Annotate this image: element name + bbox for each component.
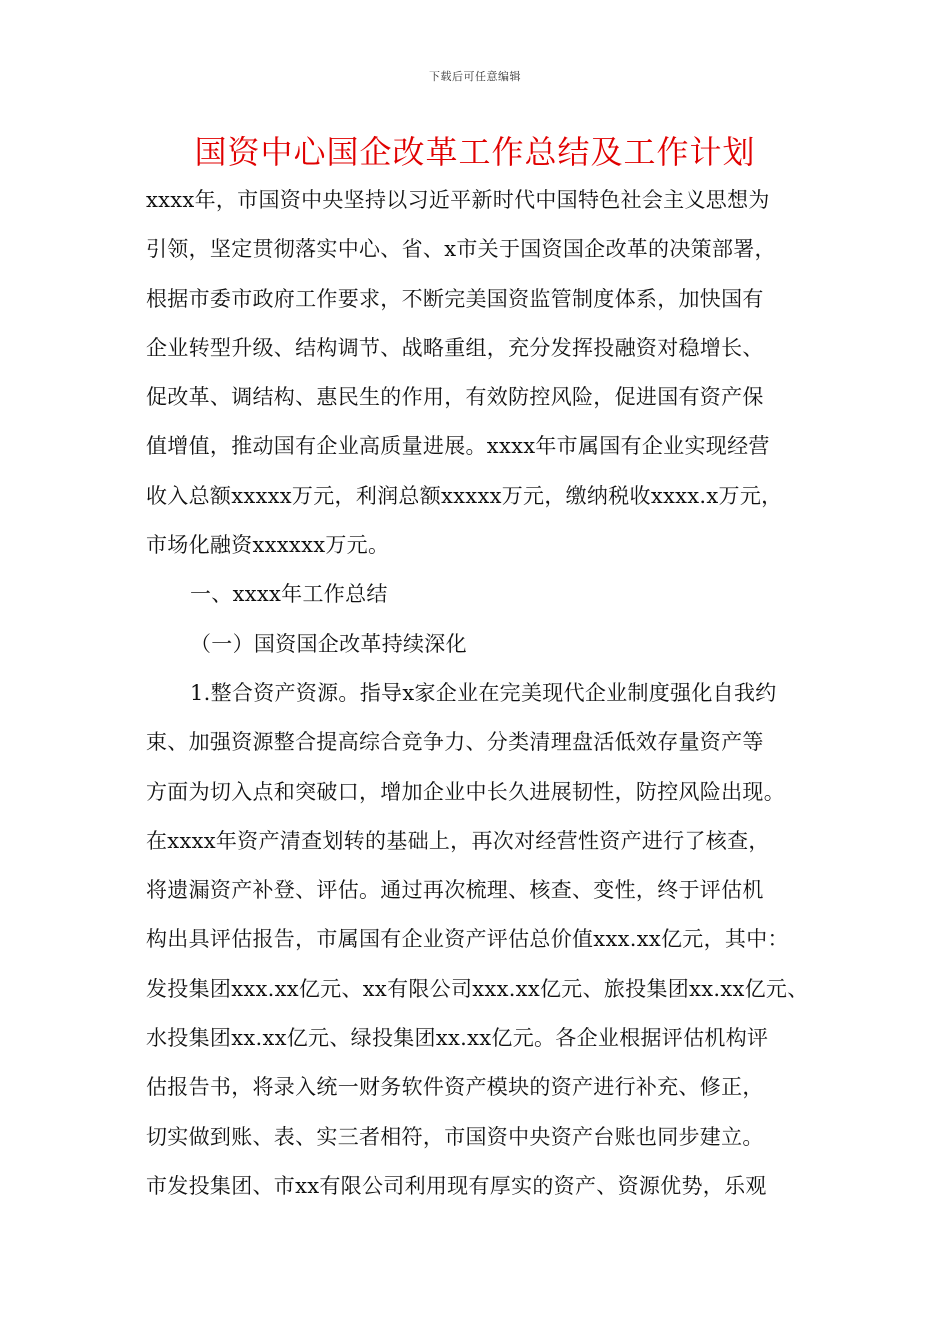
paragraph-line: 估报告书，将录入统一财务软件资产模块的资产进行补充、修正， <box>146 1075 764 1100</box>
paragraph-line: 水投集团xx.xx亿元、绿投集团xx.xx亿元。各企业根据评估机构评 <box>146 1026 769 1051</box>
paragraph-line: 值增值，推动国有企业高质量进展。xxxx年市属国有企业实现经营 <box>146 434 770 459</box>
subsection-heading: （一）国资国企改革持续深化 <box>190 631 467 656</box>
paragraph-line: 根据市委市政府工作要求，不断完美国资监管制度体系，加快国有 <box>146 286 764 311</box>
paragraph-line: 收入总额xxxxx万元，利润总额xxxxx万元，缴纳税收xxxx.x万元， <box>146 483 783 508</box>
paragraph-line: 方面为切入点和突破口，增加企业中长久进展韧性，防控风险出现。 <box>146 779 785 804</box>
paragraph-line: 促改革、调结构、惠民生的作用，有效防控风险，促进国有资产保 <box>146 385 764 410</box>
paragraph-line: 切实做到账、表、实三者相符，市国资中央资产台账也同步建立。 <box>146 1124 764 1149</box>
document-title: 国资中心国企改革工作总结及工作计划 <box>194 133 756 171</box>
paragraph-line: 引领，坚定贯彻落实中心、省、x市关于国资国企改革的决策部署， <box>146 237 776 262</box>
document-body <box>146 176 809 1211</box>
paragraph-line: 构出具评估报告，市属国有企业资产评估总价值xxx.xx亿元，其中： <box>146 927 789 952</box>
paragraph-line: 束、加强资源整合提高综合竞争力、分类清理盘活低效存量资产等 <box>146 730 764 755</box>
paragraph-line: 在xxxx年资产清查划转的基础上，再次对经营性资产进行了核查， <box>146 828 770 853</box>
section-heading: 一、xxxx年工作总结 <box>190 582 388 607</box>
paragraph-line: 发投集团xxx.xx亿元、xx有限公司xxx.xx亿元、旅投集团xx.xx亿元、 <box>146 976 809 1001</box>
paragraph-line: 企业转型升级、结构调节、战略重组，充分发挥投融资对稳增长、 <box>146 335 764 360</box>
header-note: 下载后可任意编辑 <box>429 70 521 83</box>
paragraph-line: 市场化融资xxxxxx万元。 <box>146 533 390 558</box>
paragraph-line: xxxx年，市国资中央坚持以习近平新时代中国特色社会主义思想为 <box>146 188 770 212</box>
paragraph-line: 市发投集团、市xx有限公司利用现有厚实的资产、资源优势，乐观 <box>146 1173 767 1198</box>
paragraph-line: 将遗漏资产补登、评估。通过再次梳理、核查、变性，终于评估机 <box>146 878 764 903</box>
paragraph-line: 1.整合资产资源。指导x家企业在完美现代企业制度强化自我约 <box>190 680 777 705</box>
